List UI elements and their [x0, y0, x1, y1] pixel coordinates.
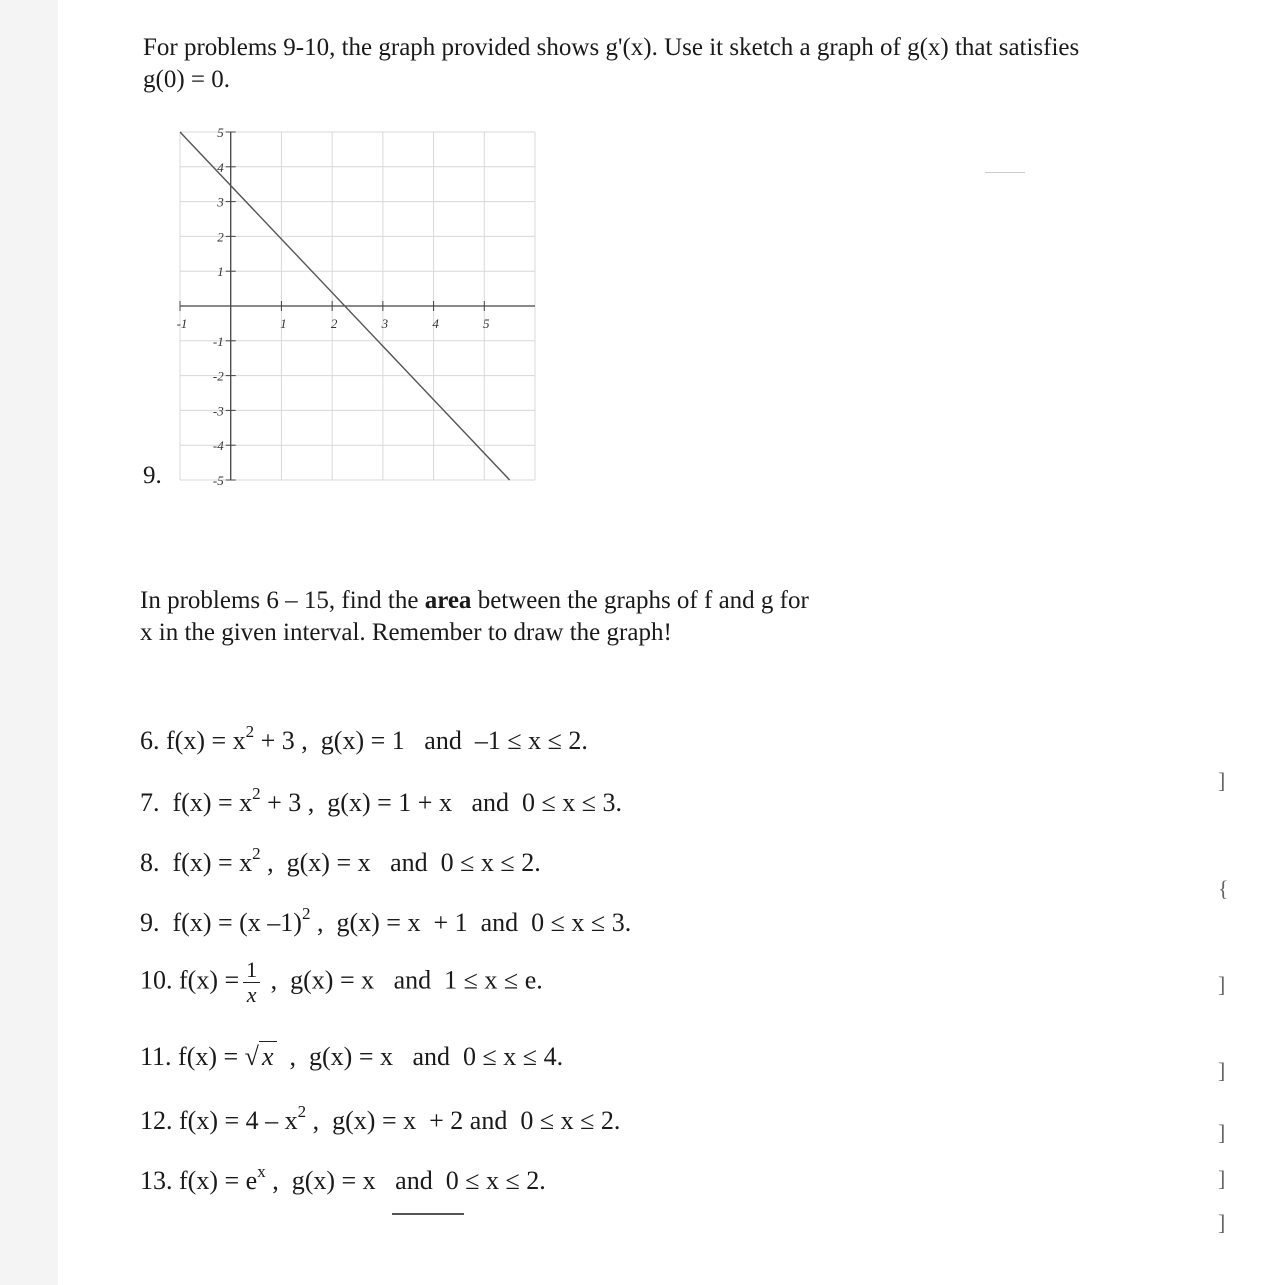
problem-f-pre: f(x) = 4 – x	[179, 1106, 298, 1135]
margin-mark: ]	[1218, 1210, 1226, 1235]
problem-number: 12.	[140, 1106, 173, 1135]
problem-number: 13.	[140, 1166, 173, 1195]
problem-f-pre: f(x) = (x –1)	[166, 908, 302, 937]
problem-12	[140, 1102, 620, 1136]
y-tick-label: 2	[217, 229, 224, 245]
underline-mark	[392, 1213, 464, 1215]
problem-rest: + 3 , g(x) = 1 + x and 0 ≤ x ≤ 3.	[260, 788, 623, 817]
x-tick-label: 3	[381, 316, 389, 331]
problem-rest: + 3 , g(x) = 1 and –1 ≤ x ≤ 2.	[254, 726, 588, 755]
problem-8	[140, 844, 541, 878]
instructions-pre: In problems 6 – 15, find the	[140, 587, 425, 614]
fraction-denominator: x	[246, 982, 257, 1007]
sqrt-argument: x	[259, 1041, 277, 1071]
graph-problem-number: 9.	[143, 462, 162, 489]
x-tick-label: 1	[280, 316, 287, 331]
problem-number: 8.	[140, 848, 160, 877]
problem-number: 6.	[140, 726, 160, 755]
problem-f-pre: f(x) = x	[166, 788, 253, 817]
problem-11	[140, 1042, 563, 1072]
problem-exponent: x	[257, 1162, 266, 1181]
x-tick-label: 5	[483, 316, 490, 331]
problem-f-pre: f(x) = x	[166, 848, 253, 877]
y-tick-label: -3	[212, 403, 224, 419]
y-tick-label: 4	[217, 159, 224, 175]
problem-rest: , g(x) = x + 2 and 0 ≤ x ≤ 2.	[306, 1106, 621, 1135]
intro-text	[143, 32, 1153, 96]
fraction	[243, 958, 260, 1007]
margin-mark: ]	[1218, 1120, 1226, 1145]
y-tick-label: 1	[217, 264, 224, 280]
y-tick-label: 3	[217, 194, 224, 210]
problem-exponent: 2	[252, 784, 261, 803]
problem-exponent: 2	[301, 904, 311, 923]
problem-f-pre: f(x) = √	[178, 1042, 259, 1071]
problem-f-pre: f(x) = x	[166, 726, 246, 755]
problem-exponent: 2	[297, 1102, 307, 1121]
derivative-graph	[170, 120, 545, 490]
problem-rest: , g(x) = x and 0 ≤ x ≤ 4.	[276, 1042, 564, 1071]
problem-7	[140, 784, 622, 818]
margin-mark: {	[1218, 876, 1229, 901]
faint-mark	[985, 172, 1025, 173]
margin-mark: ]	[1218, 1058, 1226, 1083]
problem-13	[140, 1162, 546, 1196]
instructions-bold: area	[424, 587, 472, 614]
x-tick-label: 4	[432, 316, 439, 331]
problem-number: 9.	[140, 908, 160, 937]
y-tick-label: -5	[212, 473, 224, 488]
fraction-numerator: 1	[243, 958, 260, 983]
instructions-post: between the graphs of f and g for x in the given interval. Remember to draw the graph!	[140, 587, 809, 646]
y-tick-label: -2	[212, 368, 224, 384]
problem-exponent: 2	[245, 722, 255, 741]
y-tick-label: -1	[212, 333, 224, 349]
problem-rest: , g(x) = x + 1 and 0 ≤ x ≤ 3.	[310, 908, 632, 937]
x-tick-label: 2	[330, 316, 338, 331]
intro-line-2: g(0) = 0.	[143, 66, 230, 93]
problem-f-pre: f(x) =	[179, 965, 240, 995]
problem-9	[140, 904, 631, 938]
problem-rest: , g(x) = x and 0 ≤ x ≤ 2.	[265, 1166, 546, 1195]
problem-10	[140, 958, 543, 1007]
y-tick-label: 5	[217, 125, 224, 140]
margin-mark: ]	[1218, 972, 1226, 997]
problem-rest: , g(x) = x and 0 ≤ x ≤ 2.	[260, 848, 541, 877]
intro-line-1: For problems 9-10, the graph provided shows g'(x). Use it sketch a graph of g(x) that satisfies	[143, 34, 1080, 61]
problem-number: 7.	[140, 788, 160, 817]
problem-f-pre: f(x) = e	[179, 1166, 258, 1195]
problem-number: 10.	[140, 965, 173, 995]
margin-mark: ]	[1218, 768, 1226, 793]
problem-number: 11.	[140, 1042, 172, 1071]
problem-6	[140, 722, 588, 756]
y-tick-label: -4	[212, 438, 224, 454]
x-tick-label: -1	[176, 316, 188, 331]
margin-mark: ]	[1218, 1166, 1226, 1191]
problem-exponent: 2	[252, 844, 261, 863]
problem-rest: , g(x) = x and 1 ≤ x ≤ e.	[264, 965, 543, 995]
instructions-text	[140, 585, 810, 649]
